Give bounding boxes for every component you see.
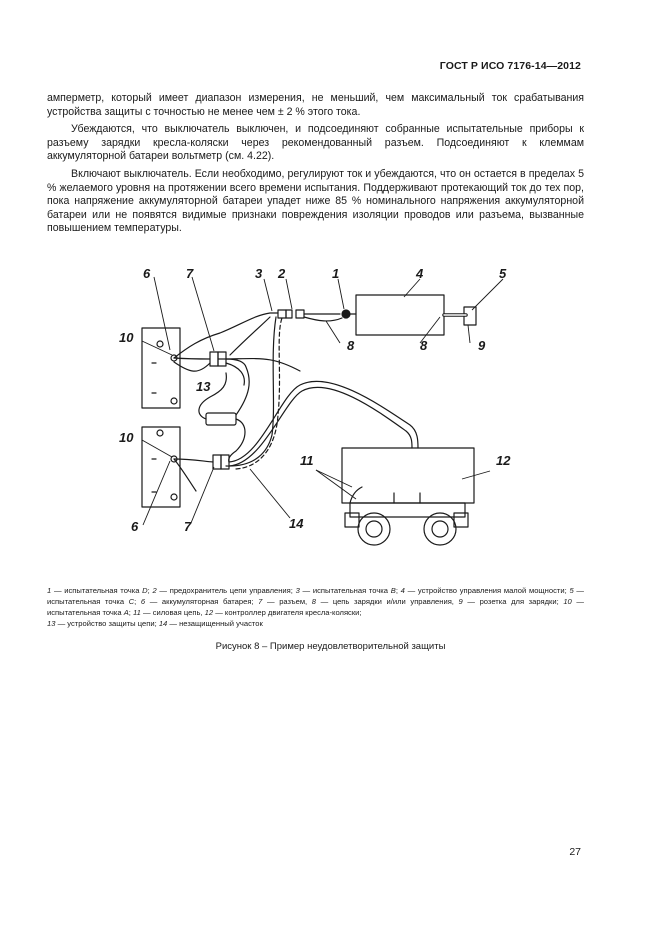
legend-num-14: 14	[158, 619, 168, 628]
legend-text-14: — незащищенный участок	[167, 619, 263, 628]
legend-end-5: ;	[134, 597, 141, 606]
label-8-right: 8	[420, 338, 428, 353]
paragraph-1: амперметр, который имеет диапазон измерения, не меньший, чем максимальный ток срабатывания устройства защиты с точностью не менее чем ± 2 % этого тока.	[47, 92, 584, 118]
legend-text-13: — устройство защиты цепи;	[55, 619, 159, 628]
legend-num-7: 7	[258, 597, 263, 606]
legend-text-5: — испытательная точка	[47, 586, 584, 606]
label-6-bottom: 6	[131, 519, 139, 534]
legend-num-11: 11	[133, 608, 141, 617]
legend-text-6: — аккумуляторная батарея;	[145, 597, 259, 606]
label-6-top: 6	[143, 266, 151, 281]
legend-num-6: 6	[140, 597, 146, 606]
legend-point-10: A	[123, 608, 129, 617]
legend-num-9: 9	[458, 597, 463, 606]
legend-end-3: ;	[395, 586, 401, 595]
legend-text-8: — цепь зарядки и/или управления,	[316, 597, 459, 606]
page-header: ГОСТ Р ИСО 7176-14—2012	[439, 60, 581, 72]
label-10-top: 10	[119, 330, 134, 345]
legend-point-5: C	[128, 597, 135, 606]
legend-text-4: — устройство управления малой мощности;	[404, 586, 570, 595]
legend-num-10: 10	[563, 597, 572, 606]
label-3: 3	[255, 266, 263, 281]
legend-text-12: — контроллер двигателя кресла-коляски;	[213, 608, 362, 617]
legend-text-11: — силовая цепь,	[140, 608, 205, 617]
label-1: 1	[332, 266, 340, 281]
legend-text-1: — испытательная точка	[51, 586, 143, 595]
legend-text-2: — предохранитель цепи управления;	[156, 586, 296, 595]
diagram-drawing	[0, 255, 661, 555]
motor-controller-box	[342, 448, 474, 503]
label-12: 12	[496, 453, 511, 468]
page-number: 27	[569, 846, 581, 858]
paragraph-2: Убеждаются, что выключатель выключен, и подсоединяют собранные испытательные приборы к разъему зарядки кресла-коляски через рекомендованный разъем. Подсоединяют к клеммам аккумуляторной батареи вольтметр (см. 4.22).	[47, 123, 584, 163]
legend-point-3: B	[390, 586, 396, 595]
label-5: 5	[499, 266, 507, 281]
label-10-bottom: 10	[119, 430, 134, 445]
legend-num-5: 5	[569, 586, 574, 595]
figure-legend	[47, 585, 584, 629]
label-7-top: 7	[186, 266, 194, 281]
legend-num-8: 8	[311, 597, 317, 606]
legend-text-7: — разъем,	[262, 597, 312, 606]
battery-top	[142, 328, 180, 408]
legend-num-2: 2	[152, 586, 157, 595]
label-11: 11	[300, 453, 314, 468]
legend-point-1: D	[142, 586, 148, 595]
legend-num-4: 4	[400, 586, 405, 595]
label-4: 4	[416, 266, 424, 281]
legend-end-10: ;	[128, 608, 133, 617]
legend-num-12: 12	[204, 608, 214, 617]
label-13: 13	[196, 379, 211, 394]
legend-num-3: 3	[295, 586, 300, 595]
wiring-diagram	[0, 255, 661, 555]
label-8-left: 8	[347, 338, 355, 353]
label-14: 14	[289, 516, 304, 531]
legend-num-1: 1	[47, 586, 52, 595]
battery-bottom	[142, 427, 180, 507]
figure-caption: Рисунок 8 – Пример неудовлетворительной защиты	[215, 641, 446, 652]
legend-text-3: — испытательная точка	[299, 586, 391, 595]
legend-num-13: 13	[47, 619, 56, 628]
label-9: 9	[478, 338, 486, 353]
paragraph-3: Включают выключатель. Если необходимо, регулируют ток и убеждаются, что он остается в пределах 5 % желаемого уровня на протяжении всего времени испытания. Поддерживают протекающий ток до тех пор, пока напряжение аккумуляторной батареи упадет ниже 85 % номинального напряжения аккумуляторной батареи или не появятся видимые признаки повреждения изоляции проводов или разъема, вызванные повышением температуры.	[47, 167, 584, 235]
body-text	[47, 92, 584, 240]
legend-end-1: ;	[147, 586, 153, 595]
legend-text-10: — испытательная точка	[47, 597, 584, 617]
label-2: 2	[278, 266, 286, 281]
legend-text-9: — розетка для зарядки;	[462, 597, 564, 606]
label-7-bottom: 7	[184, 519, 192, 534]
